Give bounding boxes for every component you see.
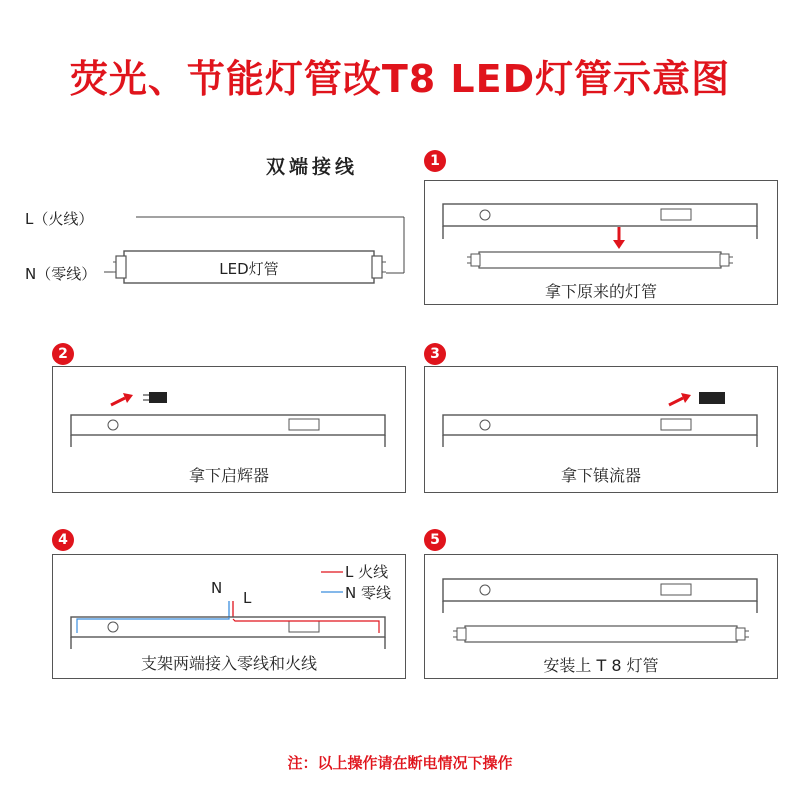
old-tube [479,252,721,268]
step-5-badge: 5 [424,529,446,551]
t8-led-tube [465,626,737,642]
neutral-label: N [211,579,223,597]
step-2-figure [53,367,405,467]
step-2-badge: 2 [52,343,74,365]
step-3-badge: 3 [424,343,446,365]
starter-socket [480,420,490,430]
step-2-panel [52,366,406,493]
remove-arrow-shaft [669,398,683,405]
step-1-figure [425,181,777,281]
ballast-slot [661,584,691,595]
legend-neutral-label: N 零线 [345,584,391,602]
live-label: L [243,589,252,607]
starter-socket [108,622,118,632]
wiring-heading: 双端接线 [266,156,359,178]
step-1-panel [424,180,778,305]
wiring-diagram [0,200,420,300]
step-4-caption: 支架两端接入零线和火线 [140,654,317,673]
step-3-caption: 拿下镇流器 [560,466,641,485]
down-arrow-head [613,240,625,249]
remove-arrow-shaft [111,398,125,405]
ballast-slot [661,209,691,220]
step-1-badge: 1 [424,150,446,172]
ballast-part [699,392,725,404]
step-1-caption: 拿下原来的灯管 [544,282,657,301]
ballast-slot [661,419,691,430]
step-5-figure [425,555,777,655]
page-title: 荧光、节能灯管改T8 LED灯管示意图 [69,57,731,101]
step-3-panel [424,366,778,493]
starter-socket [108,420,118,430]
step-5-panel [424,554,778,679]
starter-socket [480,585,490,595]
step-2-caption: 拿下启辉器 [188,466,269,485]
legend-live-label: L 火线 [345,563,389,581]
live-wire-label: L（火线） [25,210,94,228]
step-3-figure [425,367,777,467]
step-5-caption: 安装上 T 8 灯管 [543,656,659,675]
neutral-wire-label: N（零线） [25,265,97,283]
starter-part [149,392,167,403]
led-tube-label: LED灯管 [219,260,279,278]
ballast-slot [289,621,319,632]
starter-socket [480,210,490,220]
safety-note: 注：以上操作请在断电情况下操作 [287,754,513,772]
step-4-badge: 4 [52,529,74,551]
ballast-slot [289,419,319,430]
step-4-panel [52,554,406,679]
